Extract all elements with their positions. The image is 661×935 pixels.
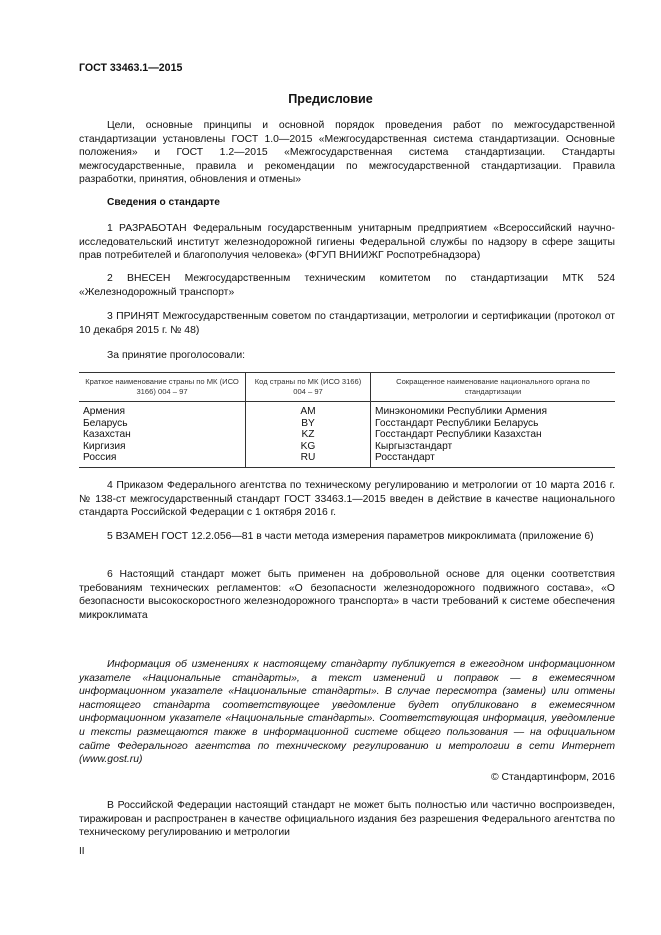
cell-code: BY: [246, 418, 371, 430]
cell-body: Госстандарт Республики Беларусь: [375, 417, 539, 429]
cell-body: Росстандарт: [371, 452, 616, 467]
voted-label: За принятие проголосовали:: [107, 350, 246, 361]
standard-item-6: 6 Настоящий стандарт может быть применен на добровольной основе для оценки соответствия требованиям технических регламентов: «О безопасности железнодорожного подвижного состава», «О безопасности высокоскоростного железнодорожного транспорта» в части требований к системе обеспечения микроклимата: [79, 569, 615, 621]
header-body: Сокращенное наименование национального органа по стандартизации: [371, 373, 616, 402]
vote-table: [79, 372, 615, 468]
table-row: [79, 429, 615, 441]
cell-body: Минэкономики Республики Армения: [375, 406, 547, 417]
table-row: [79, 452, 615, 467]
cell-code: AM: [246, 402, 371, 418]
cell-country: Киргизия: [79, 441, 246, 453]
standard-item-1: 1 РАЗРАБОТАН Федеральным государственным унитарным предприятием «Всероссийский научно-исследовательский институт железнодорожной гигиены Федеральной службы по надзору в сфере защиты прав потребителей и благополучия человека» (ФГУП ВНИИЖГ Роспотребнадзора): [79, 223, 615, 262]
cell-country: Беларусь: [79, 418, 246, 430]
table-row: [79, 441, 615, 453]
standard-item-2: 2 ВНЕСЕН Межгосударственным техническим комитетом по стандартизации МТК 524 «Железнодорожный транспорт»: [79, 273, 615, 298]
cell-code: RU: [246, 452, 371, 467]
foreword-title: Предисловие: [288, 92, 373, 106]
standard-item-4: 4 Приказом Федерального агентства по техническому регулированию и метрологии от 10 марта 2016 г. № 138-ст межгосударственный стандарт ГОСТ 33463.1—2015 введен в действие в качестве национального стандарта Российской Федерации с 1 октября 2016 г.: [79, 480, 615, 519]
cell-body: Госстандарт Республики Казахстан: [375, 429, 542, 440]
cell-code: KZ: [246, 429, 371, 441]
cell-body: Кыргызстандарт: [375, 440, 453, 452]
changes-notice: Информация об изменениях к настоящему стандарту публикуется в ежегодном информационном указателе «Национальные стандарты», а текст изменений и поправок — в ежемесячном информационном указателе «Национальные стандарты». В случае пересмотра (замены) или отмены настоящего стандарта соответствующее уведомление будет опубликовано в ежемесячном информационном указателе «Национальные стандарты». Соответствующая информация, уведомление и тексты размещаются также в информационной системе общего пользования — на официальном сайте Федерального агентства по техническому регулированию и метрологии в сети Интернет (www.gost.ru): [79, 659, 615, 766]
header-code: Код страны по МК (ИСО 3166) 004 – 97: [246, 373, 371, 402]
vote-table-header-row: [79, 373, 615, 402]
header-country: Краткое наименование страны по МК (ИСО 3166) 004 – 97: [79, 373, 246, 402]
cell-country: Армения: [79, 402, 246, 418]
copyright: © Стандартинформ, 2016: [490, 772, 615, 783]
reproduction-restriction: В Российской Федерации настоящий стандарт не может быть полностью или частично воспроизведен, тиражирован и распространен в качестве официального издания без разрешения Федерального агентства по техническому регулированию и метрологии: [79, 800, 615, 839]
standard-info-heading: Сведения о стандарте: [107, 197, 220, 208]
cell-country: Казахстан: [79, 429, 246, 441]
document-code: ГОСТ 33463.1—2015: [79, 62, 183, 74]
page-number: II: [79, 846, 85, 857]
table-row: [79, 418, 615, 430]
cell-code: KG: [246, 441, 371, 453]
standard-item-3: 3 ПРИНЯТ Межгосударственным советом по стандартизации, метрологии и сертификации (протокол от 10 декабря 2015 г. № 48): [79, 311, 615, 336]
foreword-intro: Цели, основные принципы и основной порядок проведения работ по межгосударственной стандартизации установлены ГОСТ 1.0—2015 «Межгосударственная система стандартизации. Основные положения» и ГОСТ 1.2—2015 «Межгосударственная система стандартизации. Стандарты межгосударственные, правила и рекомендации по межгосударственной стандартизации. Правила разработки, принятия, обновления и отмены»: [79, 120, 615, 186]
table-row: [79, 402, 615, 418]
standard-item-5: 5 ВЗАМЕН ГОСТ 12.2.056—81 в части метода измерения параметров микроклимата (приложение 6): [107, 531, 594, 542]
cell-country: Россия: [79, 452, 246, 467]
